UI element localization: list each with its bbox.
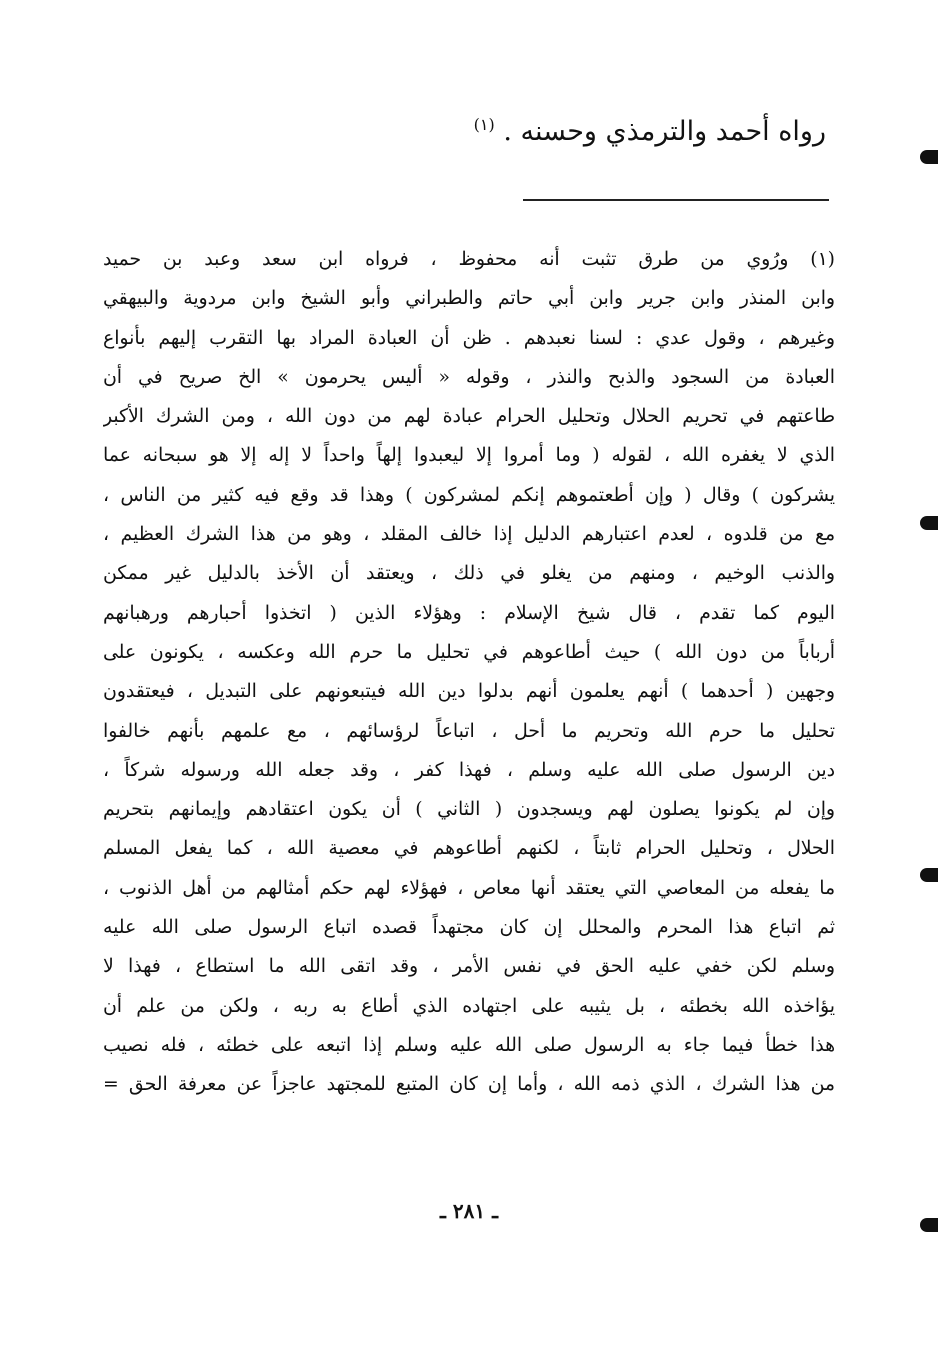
binding-mark bbox=[920, 1218, 938, 1232]
footnote-line: الذي لا يغفره الله ، لقوله ( وما أمروا إلا ليعبدوا إلهاً واحداً لا إله إلا هو سبحانه عما bbox=[103, 445, 835, 467]
footnote-line: الحلال ، وتحليل الحرام ثابتاً ، لكنهم أطاعوهم في معصية الله ، كما يفعل المسلم bbox=[103, 838, 835, 860]
main-text: رواه أحمد والترمذي وحسنه . bbox=[503, 116, 826, 147]
footnote-block bbox=[103, 240, 835, 1105]
footnote-line: والذنب الوخيم ، ومنهم من يغلو في ذلك ، ويعتقد أن الأخذ بالدليل غير ممكن bbox=[103, 563, 835, 585]
page-number: ـ ٢٨١ ـ bbox=[440, 1199, 498, 1223]
main-text-line bbox=[126, 112, 826, 152]
footnote-line: وإن لم يكونوا يصلون لهم ويسجدون ( الثاني ) أن يكون اعتقادهم وإيمانهم بتحريم bbox=[103, 799, 835, 821]
footnote-line: ما يفعله من المعاصي التي يعتقد أنها معاص ، فهؤلاء لهم حكم أمثالهم من أهل الذنوب ، bbox=[103, 877, 835, 899]
footnote-reference-marker: (١) bbox=[473, 115, 495, 134]
footnote-line: وجهين ( أحدهما ) أنهم يعلمون أنهم بدلوا دين الله فيتبعونهم على التبديل ، فيعتقدون bbox=[103, 681, 835, 703]
footnote-line: وغيرهم ، وقول عدي : لسنا نعبدهم . ظن أن العبادة المراد بها التقرب إليهم بأنواع bbox=[103, 327, 835, 349]
footnote-line: دين الرسول صلى الله عليه وسلم ، فهذا كفر ، وقد جعله الله ورسوله شركاً ، bbox=[103, 759, 835, 781]
binding-mark bbox=[920, 868, 938, 882]
footnote-line: وسلم لكن خفي عليه الحق في نفس الأمر ، وقد اتقى الله ما استطاع ، فهذا لا bbox=[103, 956, 835, 978]
binding-mark bbox=[920, 516, 938, 530]
footnote-line: أرباباً من دون الله ) حيث أطاعوهم في تحليل ما حرم الله وعكسه ، يكونون على bbox=[103, 641, 835, 663]
footnote-line: طاعتهم في تحريم الحلال وتحليل الحرام عبادة لهم من دون الله ، ومن الشرك الأكبر bbox=[103, 406, 835, 428]
footnote-line: تحليل ما حرم الله وتحريم ما أحل ، اتباعاً لرؤسائهم ، مع علمهم بأنهم خالفوا bbox=[103, 720, 835, 742]
footnote-line: وابن المنذر وابن جرير وابن أبي حاتم والطبراني وأبو الشيخ وابن مردوية والبيهقي bbox=[103, 288, 835, 310]
footnote-line: هذا خطأ فيما جاء به الرسول صلى الله عليه وسلم إذا اتبعه على خطئه ، فله نصيب bbox=[103, 1034, 835, 1056]
footnote-line: ثم اتباع هذا المحرم والمحلل إن كان مجتهداً قصده اتباع الرسول صلى الله عليه bbox=[103, 917, 835, 939]
footnote-line: اليوم كما تقدم ، قال شيخ الإسلام : وهؤلاء الذين ( اتخذوا أحبارهم ورهبانهم bbox=[103, 602, 835, 624]
footnote-line: (١) ورُوي من طرق تثبت أنه محفوظ ، فرواه ابن سعد وعبد بن حميد bbox=[103, 249, 835, 270]
footnote-line: من هذا الشرك ، الذي ذمه الله ، وأما إن كان المتبع للمجتهد عاجزاً عن معرفة الحق = bbox=[103, 1074, 835, 1096]
footnote-line: مع من قلدوه ، لعدم اعتبارهم الدليل إذا خالف المقلد ، وهو من هذا الشرك العظيم ، bbox=[103, 524, 835, 546]
footnote-line: يشركون ) وقال ( وإن أطعتموهم إنكم لمشركون ) وهذا قد وقع فيه كثير من الناس ، bbox=[103, 484, 835, 506]
binding-mark bbox=[920, 150, 938, 164]
footnote-line: يؤاخذه الله بخطئه ، بل يثيبه على اجتهاده الذي أطاع به ربه ، ولكن من علم أن bbox=[103, 995, 835, 1017]
footnote-line: العبادة من السجود والذبح والنذر ، وقوله « أليس يحرمون » الخ صريح في أن bbox=[103, 366, 835, 388]
footnote-separator-rule bbox=[523, 199, 829, 201]
